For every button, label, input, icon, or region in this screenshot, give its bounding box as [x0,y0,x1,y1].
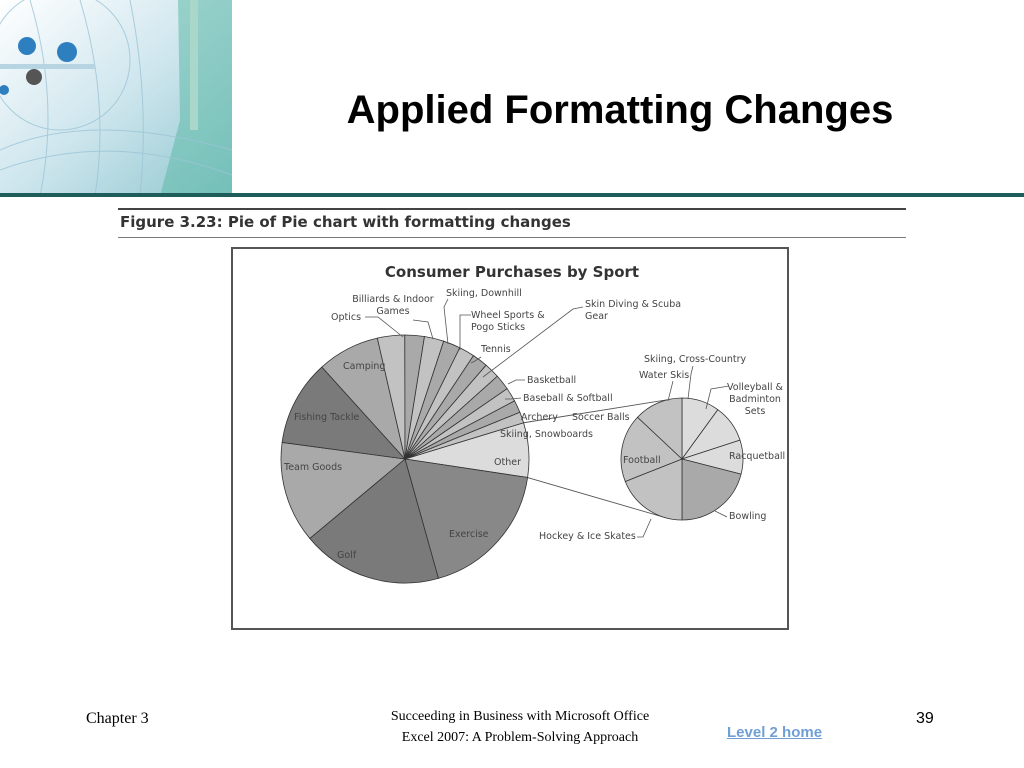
leader-optics [365,317,403,337]
label-optics: Optics [331,312,362,323]
label-skiing-snowboards: Skiing, Snowboards [500,429,593,440]
label-skiing-downhill: Skiing, Downhill [446,288,522,299]
footer-book-line1: Succeeding in Business with Microsoft Office [390,709,650,724]
label-golf: Golf [337,550,357,561]
label-exercise: Exercise [449,529,489,540]
leader-skiing-downhill [444,299,448,344]
leader-water-skis [668,381,673,401]
label-team-goods: Team Goods [284,462,343,473]
leader-bowling [715,511,727,517]
label-baseball-softball: Baseball & Softball [523,393,613,404]
label-racquetball: Racquetball [729,451,786,462]
level-2-home-link[interactable]: Level 2 home [727,724,823,741]
figure-caption: Figure 3.23: Pie of Pie chart with formatting changes [120,213,571,231]
label-camping: Camping [343,361,386,372]
label-soccer-balls: Soccer Balls [572,412,630,423]
slide-title: Applied Formatting Changes [346,88,894,132]
footer-book-title [330,706,710,748]
leader-wheel-sports [460,315,471,350]
label-tennis: Tennis [481,344,511,355]
footer-chapter: Chapter 3 [86,710,149,727]
leader-hockey [637,519,651,537]
title-divider [0,193,1024,197]
header-decoration-graphic [0,0,232,196]
chart-title: Consumer Purchases by Sport [384,263,640,281]
label-hockey-ice-skates: Hockey & Ice Skates [539,531,636,542]
label-skiing-cross-country: Skiing, Cross-Country [644,354,747,365]
label-football: Football [623,455,661,466]
label-water-skis: Water Skis [639,370,690,381]
figure-rule-top [118,208,906,210]
label-archery: Archery [521,412,558,423]
figure-rule-bottom [118,237,906,238]
label-volleyball-badminton-sets: Volleyball & Badminton Sets [727,382,783,417]
label-billiards-indoor-games: Billiards & Indoor Games [352,294,434,317]
leader-basketball [508,380,525,384]
chart-frame [231,247,789,630]
label-wheel-sports-pogo-sticks: Wheel Sports & Pogo Sticks [471,310,545,333]
label-bowling: Bowling [729,511,767,522]
label-other: Other [494,457,521,468]
footer-book-line2: Excel 2007: A Problem-Solving Approach [401,730,639,745]
label-basketball: Basketball [527,375,577,386]
label-fishing-tackle: Fishing Tackle [294,412,360,423]
page-number: 39 [916,710,934,727]
label-skin-diving-scuba-gear: Skin Diving & Scuba Gear [585,299,682,322]
pie-of-pie-chart [233,249,787,628]
